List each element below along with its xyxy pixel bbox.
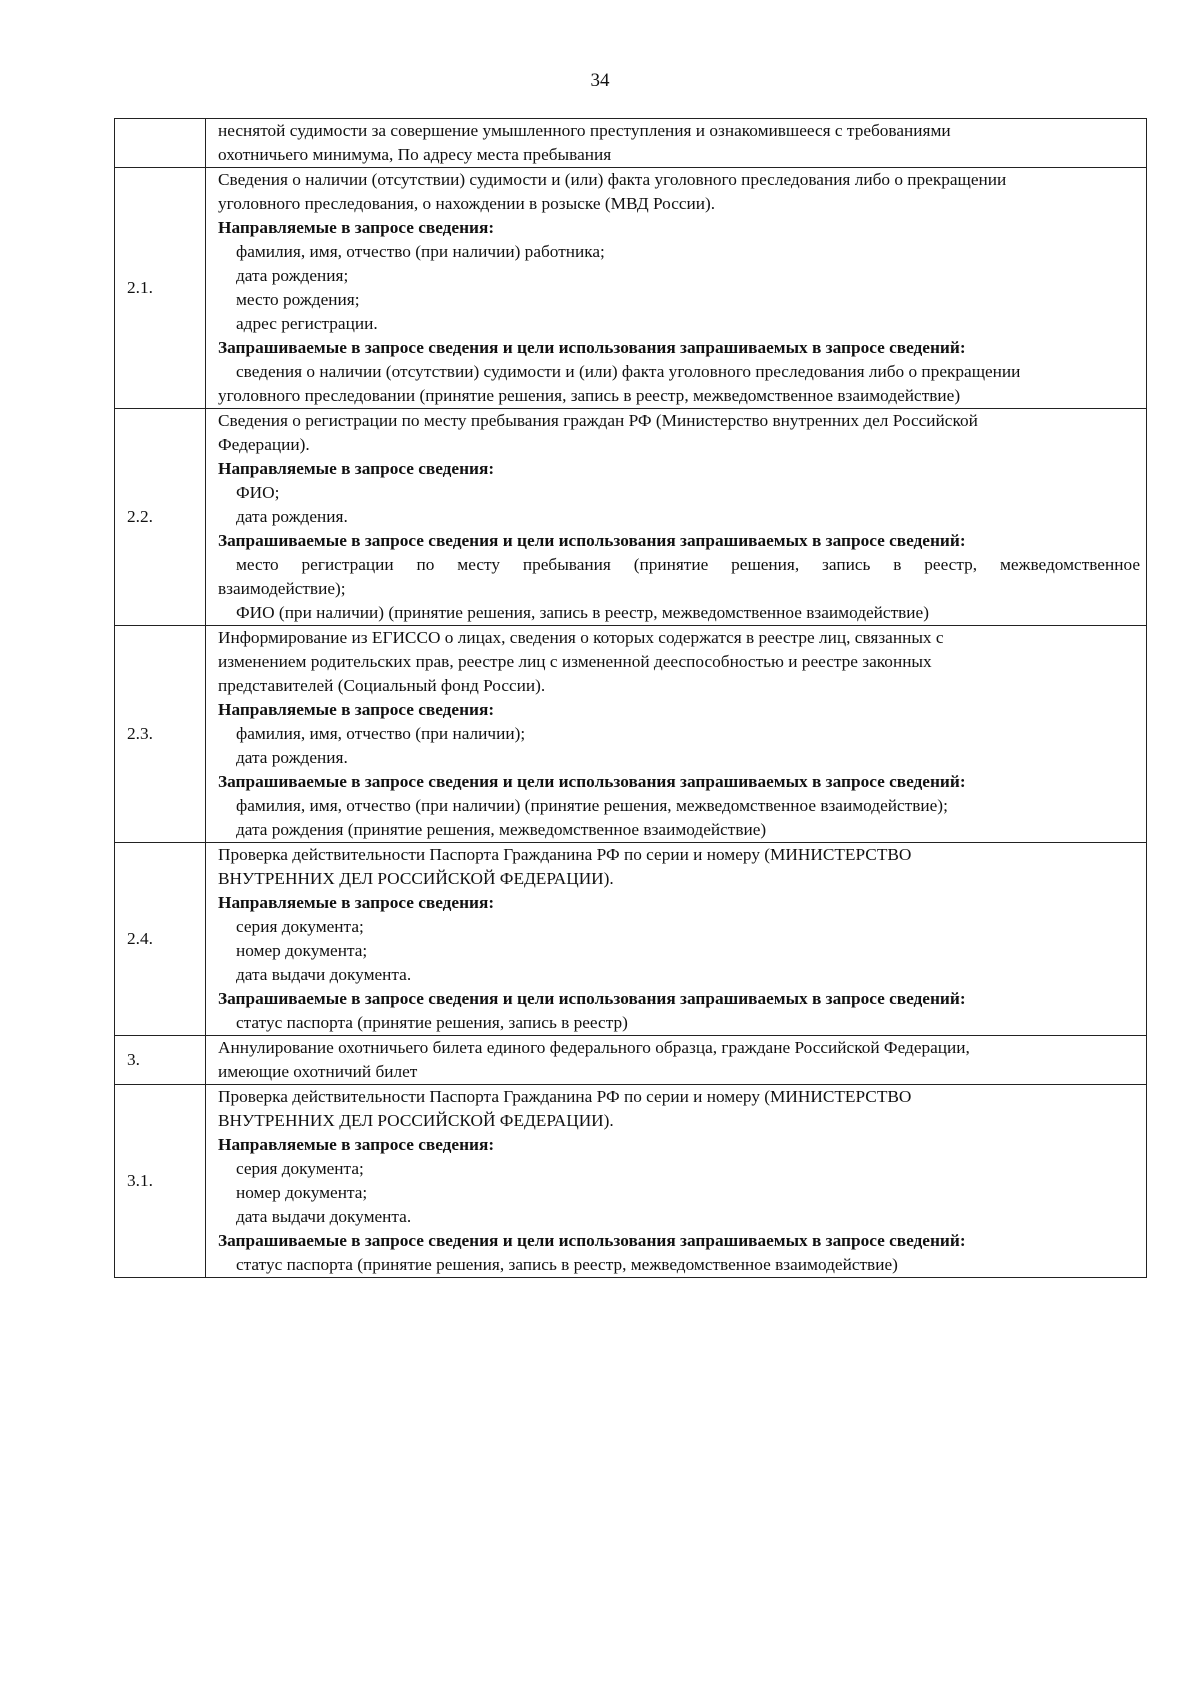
- content-line: Аннулирование охотничьего билета единого федерального образца, граждане Российской Федерации,: [218, 1038, 970, 1057]
- content-line: номер документа;: [236, 941, 368, 960]
- row-number: [115, 119, 206, 168]
- content-line: ВНУТРЕННИХ ДЕЛ РОССИЙСКОЙ ФЕДЕРАЦИИ).: [218, 1111, 614, 1130]
- content-line: фамилия, имя, отчество (при наличии) работника;: [236, 242, 605, 261]
- content-line: статус паспорта (принятие решения, запись в реестр, межведомственное взаимодействие): [236, 1255, 898, 1274]
- document-table: [114, 118, 1147, 1278]
- content-line: уголовного преследовании (принятие решения, запись в реестр, межведомственное взаимодействие): [218, 386, 961, 405]
- content-line: адрес регистрации.: [236, 314, 378, 333]
- row-content: [206, 168, 1147, 409]
- content-line: охотничьего минимума, По адресу места пребывания: [218, 145, 612, 164]
- row-number: 3.: [115, 1036, 206, 1085]
- row-number: 2.1.: [115, 168, 206, 409]
- row-number: 2.4.: [115, 843, 206, 1036]
- content-line: дата рождения;: [236, 266, 349, 285]
- row-content: [206, 119, 1147, 168]
- section-heading: Направляемые в запросе сведения:: [218, 218, 495, 237]
- content-line: ФИО (при наличии) (принятие решения, запись в реестр, межведомственное взаимодействие): [236, 603, 929, 622]
- content-line: место рождения;: [236, 290, 360, 309]
- content-line: Проверка действительности Паспорта Гражданина РФ по серии и номеру (МИНИСТЕРСТВО: [218, 1087, 912, 1106]
- section-heading: Направляемые в запросе сведения:: [218, 893, 495, 912]
- content-line: представителей (Социальный фонд России).: [218, 676, 546, 695]
- content-line: Проверка действительности Паспорта Гражданина РФ по серии и номеру (МИНИСТЕРСТВО: [218, 845, 912, 864]
- content-line: взаимодействие);: [218, 579, 346, 598]
- table-row: [115, 626, 1147, 843]
- table-row: [115, 168, 1147, 409]
- content-line: неснятой судимости за совершение умышленного преступления и ознакомившееся с требованиями: [218, 121, 951, 140]
- content-line: изменением родительских прав, реестре лиц с измененной дееспособностью и реестре законных: [218, 652, 932, 671]
- content-line: уголовного преследования, о нахождении в розыске (МВД России).: [218, 194, 716, 213]
- content-line: дата рождения (принятие решения, межведомственное взаимодействие): [236, 820, 767, 839]
- row-content: [206, 1036, 1147, 1085]
- content-line: имеющие охотничий билет: [218, 1062, 418, 1081]
- content-line: Сведения о наличии (отсутствии) судимости и (или) факта уголовного преследования либо о прекращении: [218, 170, 1007, 189]
- document-table-body: [115, 119, 1147, 1278]
- table-row: [115, 119, 1147, 168]
- content-line: дата выдачи документа.: [236, 1207, 412, 1226]
- table-row: [115, 1085, 1147, 1278]
- section-heading: Запрашиваемые в запросе сведения и цели использования запрашиваемых в запросе сведений:: [218, 338, 966, 357]
- content-line: фамилия, имя, отчество (при наличии) (принятие решения, межведомственное взаимодействие);: [236, 796, 948, 815]
- content-line: Сведения о регистрации по месту пребывания граждан РФ (Министерство внутренних дел Российской: [218, 411, 978, 430]
- row-number: 3.1.: [115, 1085, 206, 1278]
- content-line: номер документа;: [236, 1183, 368, 1202]
- content-line: фамилия, имя, отчество (при наличии);: [236, 724, 526, 743]
- table-row: [115, 1036, 1147, 1085]
- content-line: дата выдачи документа.: [236, 965, 412, 984]
- content-line: дата рождения.: [236, 507, 348, 526]
- section-heading: Запрашиваемые в запросе сведения и цели использования запрашиваемых в запросе сведений:: [218, 531, 966, 550]
- content-line: дата рождения.: [236, 748, 348, 767]
- section-heading: Запрашиваемые в запросе сведения и цели использования запрашиваемых в запросе сведений:: [218, 1231, 966, 1250]
- row-number: 2.2.: [115, 409, 206, 626]
- content-line: Информирование из ЕГИССО о лицах, сведения о которых содержатся в реестре лиц, связанных с: [218, 628, 944, 647]
- section-heading: Направляемые в запросе сведения:: [218, 700, 495, 719]
- table-row: [115, 843, 1147, 1036]
- row-content: [206, 1085, 1147, 1278]
- section-heading: Направляемые в запросе сведения:: [218, 459, 495, 478]
- section-heading: Направляемые в запросе сведения:: [218, 1135, 495, 1154]
- content-line: Федерации).: [218, 435, 310, 454]
- content-line: ФИО;: [236, 483, 280, 502]
- row-content: [206, 843, 1147, 1036]
- row-content: [206, 409, 1147, 626]
- row-content: [206, 626, 1147, 843]
- table-row: [115, 409, 1147, 626]
- row-number: 2.3.: [115, 626, 206, 843]
- content-line: ВНУТРЕННИХ ДЕЛ РОССИЙСКОЙ ФЕДЕРАЦИИ).: [218, 869, 614, 888]
- section-heading: Запрашиваемые в запросе сведения и цели использования запрашиваемых в запросе сведений:: [218, 989, 966, 1008]
- content-line: место регистрации по месту пребывания (принятие решения, запись в реестр, межведомственное: [236, 555, 1140, 574]
- content-line: сведения о наличии (отсутствии) судимости и (или) факта уголовного преследования либо о прекращении: [236, 362, 1021, 381]
- section-heading: Запрашиваемые в запросе сведения и цели использования запрашиваемых в запросе сведений:: [218, 772, 966, 791]
- page-number: 34: [590, 70, 610, 91]
- content-line: статус паспорта (принятие решения, запись в реестр): [236, 1013, 628, 1032]
- content-line: серия документа;: [236, 1159, 364, 1178]
- content-line: серия документа;: [236, 917, 364, 936]
